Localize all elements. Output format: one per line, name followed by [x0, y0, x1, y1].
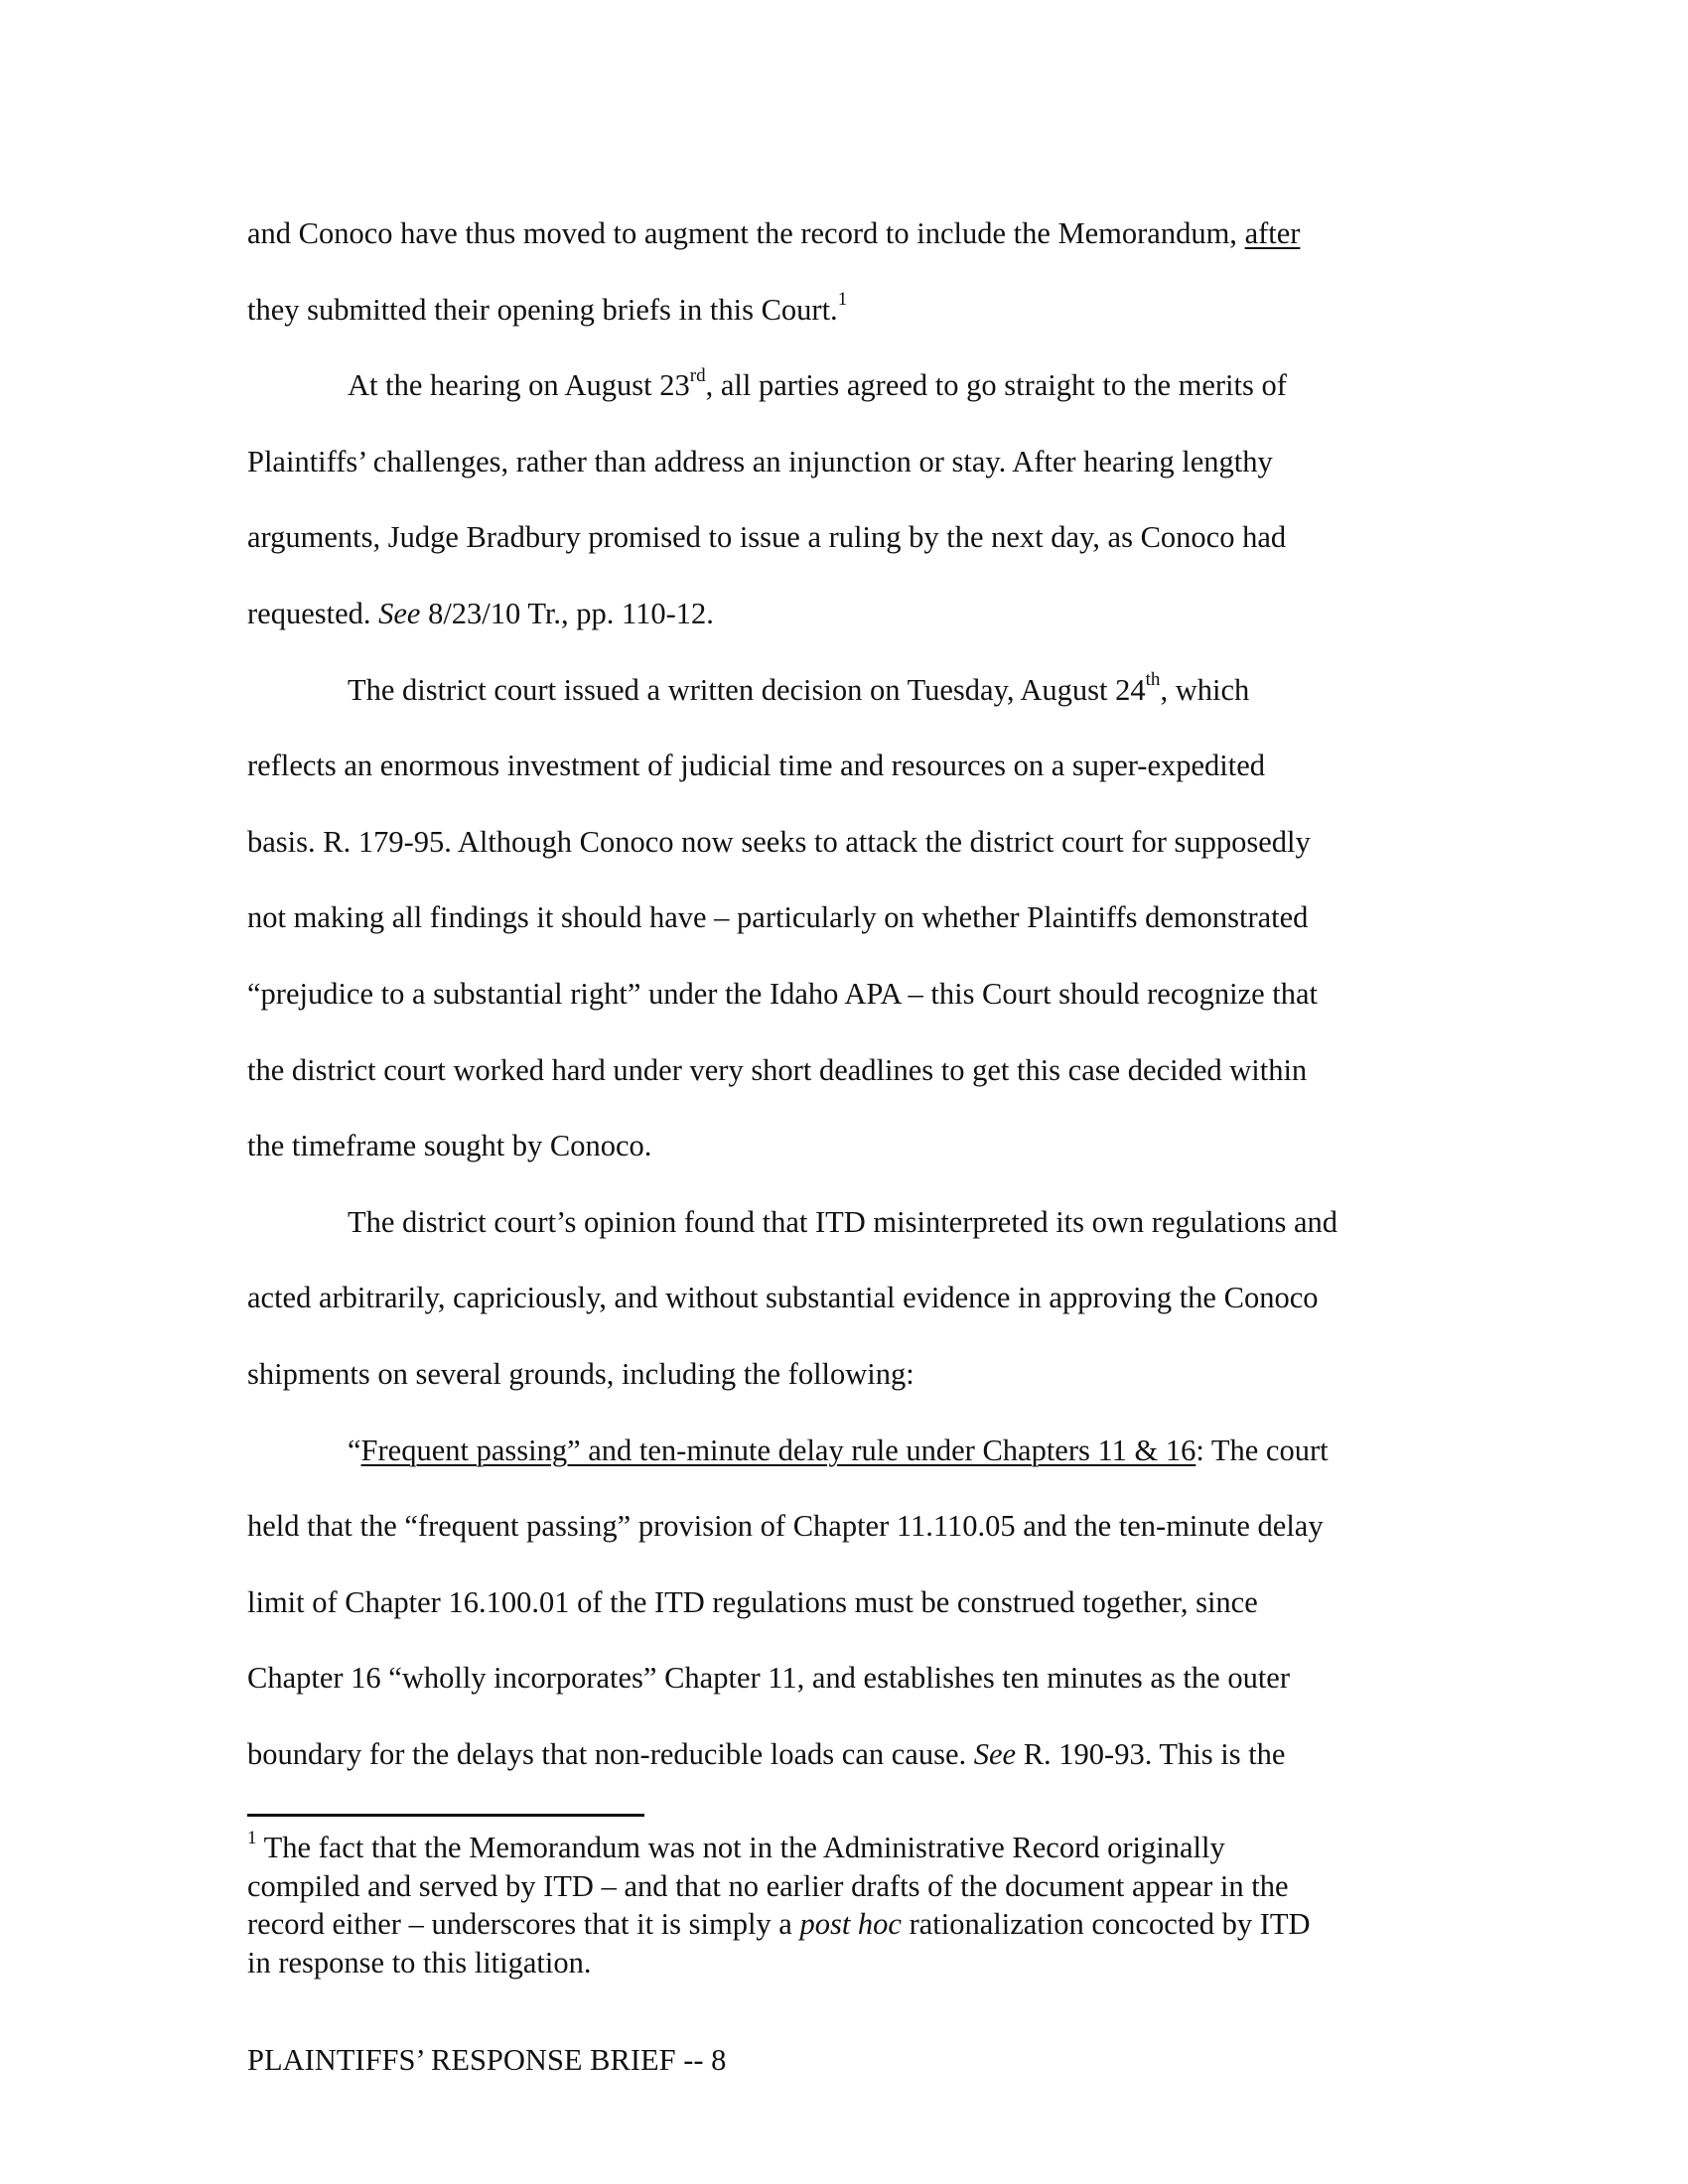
paragraph [247, 652, 1439, 1184]
paragraph-line [247, 499, 1439, 576]
text-run: the district court worked hard under very short deadlines to get this case decided within [247, 1052, 1308, 1087]
footnote-line [247, 1905, 1439, 1944]
paragraph-line [247, 1336, 1439, 1413]
text-run: “prejudice to a substantial right” under the Idaho APA – this Court should recognize that [247, 976, 1319, 1011]
text-run: The district court issued a written decision on Tuesday, August 24 [348, 672, 1146, 707]
text-run: basis. R. 179-95. Although Conoco now seeks to attack the district court for supposedly [247, 824, 1311, 859]
text-run: not making all findings it should have – particularly on whether Plaintiffs demonstrated [247, 900, 1309, 935]
footnote-line [247, 1829, 1439, 1867]
paragraph-line [247, 1488, 1439, 1565]
text-run: Plaintiffs’ challenges, rather than address an injunction or stay. After hearing lengthy [247, 444, 1273, 478]
paragraph-line [247, 880, 1439, 956]
paragraph [247, 196, 1439, 347]
paragraph-line [247, 576, 1439, 652]
paragraph [247, 1413, 1439, 1793]
text-run: , all parties agreed to go straight to the merits of [705, 368, 1287, 403]
paragraph-line [247, 347, 1439, 424]
paragraph-line [247, 272, 1439, 348]
text-run: compiled and served by ITD – and that no earlier drafts of the document appear in the [247, 1868, 1289, 1903]
brief-body-text [247, 196, 1439, 1792]
text-run: shipments on several grounds, including the following: [247, 1356, 914, 1391]
text-run: held that the “frequent passing” provision of Chapter 11.110.05 and the ten-minute delay [247, 1509, 1324, 1544]
text-run: Chapter 16 “wholly incorporates” Chapter 11, and establishes ten minutes as the outer [247, 1661, 1290, 1696]
paragraph-line [247, 1260, 1439, 1336]
paragraph-line [247, 1640, 1439, 1716]
text-run: the timeframe sought by Conoco. [247, 1129, 652, 1163]
paragraph-line [247, 956, 1439, 1032]
text-run: and Conoco have thus moved to augment the record to include the Memorandum, [247, 216, 1245, 250]
paragraph [247, 1184, 1439, 1413]
paragraph-line [247, 1032, 1439, 1109]
paragraph-line [247, 1108, 1439, 1184]
footnote-separator [247, 1814, 644, 1817]
footnote-line [247, 1867, 1439, 1906]
paragraph-line [247, 1716, 1439, 1793]
page-footer: PLAINTIFFS’ RESPONSE BRIEF -- 8 [247, 2043, 727, 2077]
text-run: arguments, Judge Bradbury promised to issue a ruling by the next day, as Conoco had [247, 520, 1287, 555]
text-run: in response to this litigation. [247, 1945, 592, 1979]
text-run: reflects an enormous investment of judicial time and resources on a super-expedited [247, 749, 1266, 783]
text-run: , which [1160, 672, 1250, 707]
text-run: See [973, 1736, 1017, 1771]
text-run: At the hearing on August 23 [348, 368, 690, 403]
paragraph-line [247, 1413, 1439, 1489]
text-run: The fact that the Memorandum was not in the Administrative Record originally [256, 1831, 1225, 1864]
paragraph-line [247, 804, 1439, 881]
paragraph-line [247, 728, 1439, 804]
text-run: See [378, 596, 421, 630]
paragraph-line [247, 424, 1439, 500]
text-run: “ [348, 1433, 361, 1467]
paragraph-line [247, 652, 1439, 729]
text-run: R. 190-93. This is the [1016, 1736, 1286, 1771]
text-run: Frequent passing” and ten-minute delay rule under Chapters 11 & 16 [360, 1433, 1196, 1467]
superscript-text: 1 [247, 1827, 257, 1848]
text-run: rationalization concocted by ITD [901, 1907, 1311, 1942]
text-run: post hoc [799, 1907, 902, 1942]
text-run: record either – underscores that it is simply a [247, 1907, 800, 1942]
paragraph-line [247, 1565, 1439, 1641]
text-run: 8/23/10 Tr., pp. 110-12. [420, 596, 714, 630]
footnote-line [247, 1944, 1439, 1982]
text-run: requested. [247, 596, 379, 630]
superscript-text: 1 [837, 289, 848, 311]
superscript-text: rd [689, 365, 706, 387]
text-run: after [1244, 216, 1301, 250]
text-run: acted arbitrarily, capriciously, and without substantial evidence in approving the Conoco [247, 1281, 1319, 1315]
text-run: boundary for the delays that non-reducible loads can cause. [247, 1736, 974, 1771]
text-run: they submitted their opening briefs in this Court. [247, 292, 838, 327]
superscript-text: th [1145, 669, 1161, 691]
paragraph-line [247, 1184, 1439, 1261]
text-run: : The court [1196, 1433, 1329, 1467]
paragraph [247, 347, 1439, 651]
text-run: limit of Chapter 16.100.01 of the ITD regulations must be construed together, since [247, 1584, 1258, 1619]
footnote-1 [247, 1829, 1439, 1981]
paragraph-line [247, 196, 1439, 272]
text-run: The district court’s opinion found that ITD misinterpreted its own regulations and [348, 1204, 1337, 1239]
